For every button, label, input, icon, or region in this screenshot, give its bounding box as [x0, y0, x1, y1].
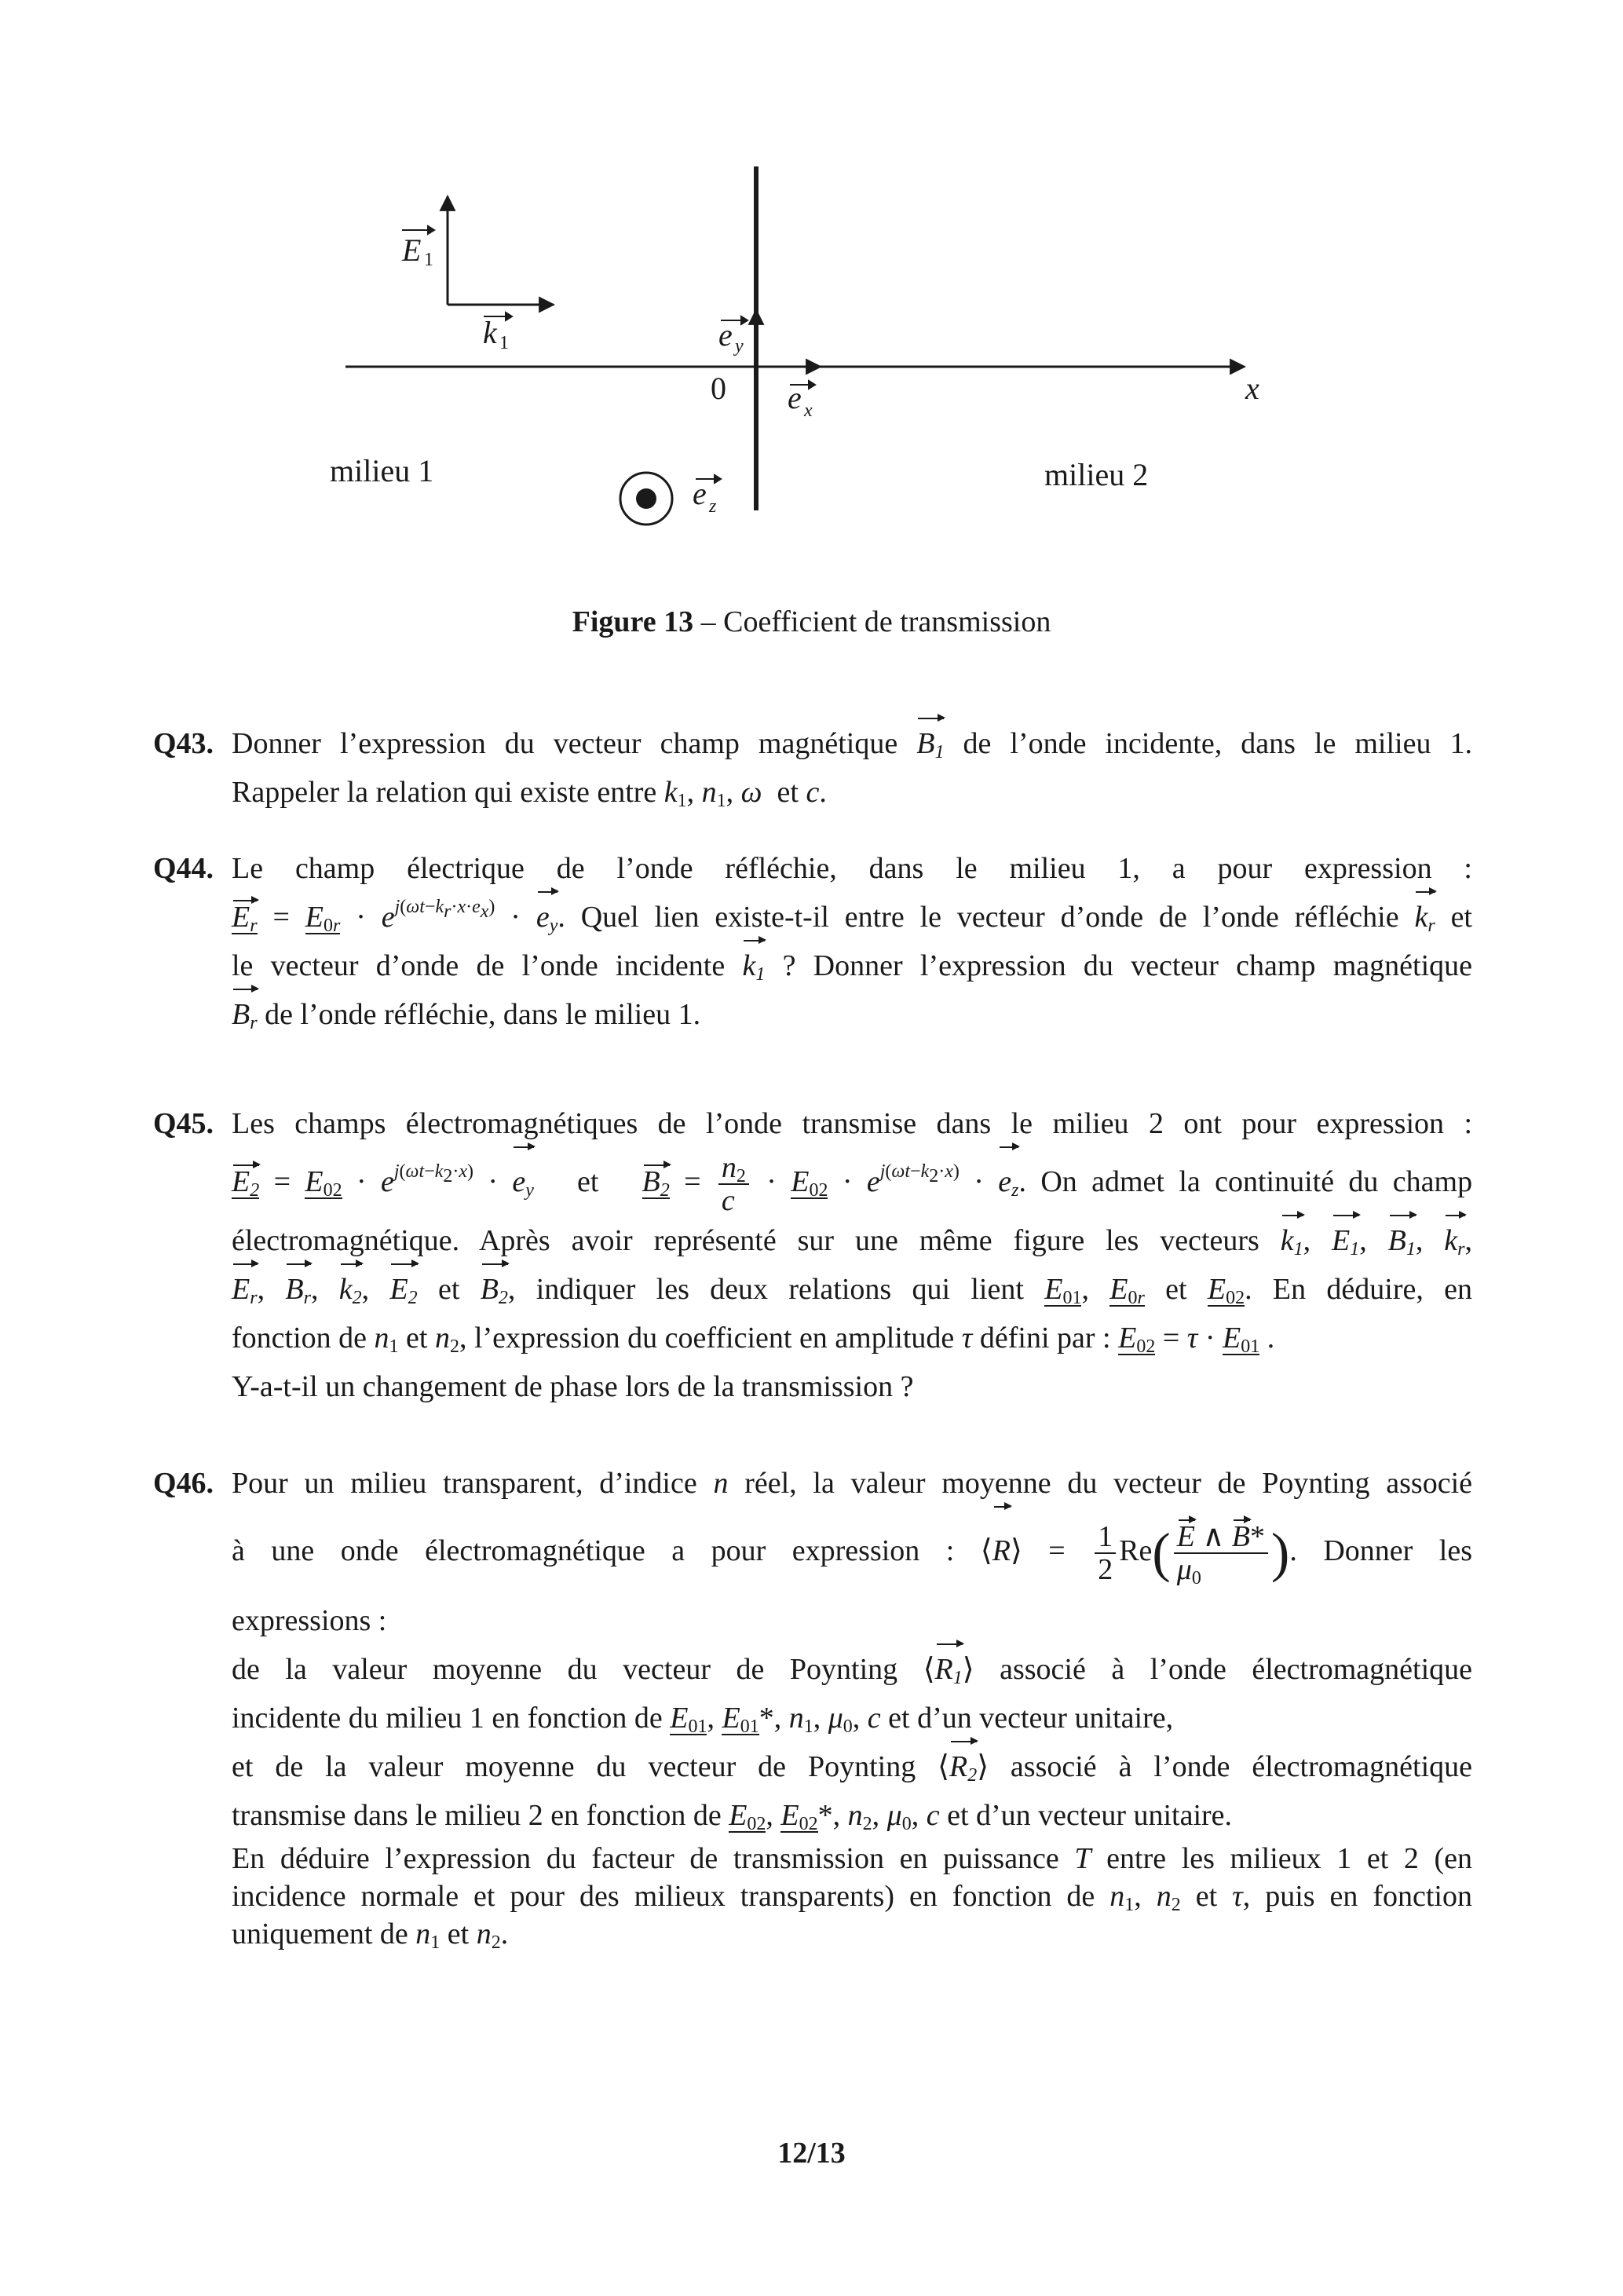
ez-label-sub: z	[709, 496, 717, 517]
q46-text-5: expressions :	[232, 1604, 387, 1638]
q45-text-8: défini par :	[972, 1322, 1119, 1355]
q45-text-2: . On admet la continuité du champ	[1018, 1165, 1473, 1198]
q43-text-1: Donner l’expression du vecteur champ magnétique	[232, 727, 917, 760]
q46-text-17: , puis en fonction	[1242, 1880, 1472, 1914]
ez-label: e	[693, 476, 707, 511]
ey-label-sub: y	[735, 336, 744, 356]
milieu-2-label: milieu 2	[1044, 457, 1149, 492]
e1-label: E	[402, 232, 422, 268]
q45-et: et	[576, 1165, 599, 1198]
figure-caption	[0, 605, 1623, 639]
page-number: 12/13	[777, 2137, 846, 2170]
q43-text-4: et	[777, 776, 806, 809]
ey-label: e	[718, 317, 733, 353]
q46-text-12: transmise dans le milieu 2 en fonction de	[232, 1799, 729, 1833]
q43-text-2: de l’onde incidente, dans le milieu 1.	[944, 727, 1472, 760]
question-q44: Q44. Le champ électrique de l’onde réfléchie, dans le milieu 1, a pour expression : $E_r = E_{0r} \cdot e^{j(\omega t-k_r\cdot x\cdot e_x)} \cdot e_y$. Quel lien existe-t-il entre le vecteur d’onde de l’onde réfléchie $k_r$ et le vecteur d’onde de l’onde incidente $k_1$ ? Donner l’expression du vecteur champ magnétique $B_r$ de l’onde réfléchie, dans le milieu 1.	[153, 844, 1472, 1039]
q46-text-13: et d’un vecteur unitaire.	[939, 1799, 1233, 1833]
k1-label: k	[483, 315, 497, 350]
q46-text-14: En déduire l’expression du facteur de transmission en puissance	[232, 1842, 1075, 1876]
e1-label-sub: 1	[424, 250, 433, 270]
q46-text-8: incidente du milieu 1 en fonction de	[232, 1702, 671, 1735]
q46-text-11: associé à l’onde électromagnétique	[989, 1750, 1473, 1784]
q46-text-18: uniquement de	[232, 1918, 416, 1951]
q46-text-10: et de la valeur moyenne du vecteur de Poynting	[232, 1750, 938, 1784]
q45-text-6: fonction de	[232, 1322, 375, 1355]
ex-label: e	[788, 380, 802, 415]
q46-number: Q46.	[153, 1467, 214, 1500]
k1-label-sub: 1	[499, 333, 509, 353]
q44-text-3: et	[1435, 901, 1472, 934]
q44-text-1: Le champ électrique de l’onde réfléchie, dans le milieu 1, a pour expression :	[232, 852, 1472, 885]
q44-text-2: . Quel lien existe-t-il entre le vecteur d’onde de l’onde réfléchie	[557, 901, 1415, 934]
q46-text-15: entre les milieux 1 et 2 (en	[1091, 1842, 1472, 1876]
question-q43: Q43. Donner l’expression du vecteur champ magnétique $B_1$ de l’onde incidente, dans le milieu 1. Rappeler la relation qui existe entre $k_1$, $n_1$, ω et c.	[153, 719, 1472, 817]
q46-text-7: associé à l’onde électromagnétique	[974, 1653, 1472, 1687]
q46-text-6: de la valeur moyenne du vecteur de Poynting	[232, 1653, 923, 1687]
q45-text-5: . En déduire, en	[1245, 1273, 1473, 1307]
q45-text-3: électromagnétique. Après avoir représenté sur une même figure les vecteurs	[232, 1224, 1281, 1258]
q43-text-3: Rappeler la relation qui existe entre	[232, 776, 664, 809]
q46-text-2: réel, la valeur moyenne du vecteur de Poynting associé	[728, 1467, 1472, 1500]
origin-label: 0	[711, 371, 726, 406]
ex-label-sub: x	[804, 400, 813, 421]
q46-text-16: incidence normale et pour des milieux transparents) en fonction de	[232, 1880, 1110, 1914]
q45-text-7: , l’expression du coefficient en amplitude	[459, 1322, 962, 1355]
q45-number: Q45.	[153, 1107, 214, 1140]
q46-text-3: à une onde électromagnétique a pour expression :	[232, 1534, 955, 1567]
q46-text-9: et d’un vecteur unitaire,	[880, 1702, 1174, 1735]
figure-caption-text: – Coefficient de transmission	[693, 605, 1051, 638]
q44-text-4: le vecteur d’onde de l’onde incidente	[232, 949, 743, 982]
ez-dot	[636, 488, 656, 509]
q44-number: Q44.	[153, 852, 214, 885]
q45-text-4: , indiquer les deux relations qui lient	[507, 1273, 1045, 1307]
q43-text-5: .	[819, 776, 827, 809]
question-q46: Q46. Pour un milieu transparent, d’indice n réel, la valeur moyenne du vecteur de Poynting associé à une onde électromagnétique a pour expression : ⟨R⟩ = $\frac{1}{2}$ Re( $\frac{E \wedge B*}{\mu_0}$ ). Donner les expressions : de la valeur moyenne du vecteur de Poynting $⟨R_1⟩$ associé à l’onde électromagnétique incidente du milieu 1 en fonction de $E_{01}$, $E_{01}*$, $n_1$, $\mu_0$, c et d’un vecteur unitaire, et de la valeur moyenne du vecteur de Poynting $⟨R_2⟩$ associé à l’onde électromagnétique transmise dans le milieu 2 en fonction de $E_{02}$, $E_{02}*$, $n_2$, $\mu_0$, c et d’un vecteur unitaire. En déduire l’expression du facteur de transmission en puissance T entre les milieux 1 et 2 (en incidence normale et pour des milieux transparents) en fonction de $n_1$, $n_2$ et τ, puis en fonction uniquement de $n_1$ et $n_2$.	[153, 1459, 1472, 1953]
figure-13-diagram	[0, 0, 1623, 565]
q46-text-4: . Donner les	[1289, 1534, 1472, 1567]
question-q45: Q45. Les champs électromagnétiques de l’onde transmise dans le milieu 2 ont pour expression : $E_2 = E_{02} \cdot e^{j(\omega t-k_2\cdot x)} \cdot e_y$ et $B_2$ = $\frac{n_2}{c}$ · $E_{02} \cdot e^{j(\omega t-k_2\cdot x)} \cdot e_z$. On admet la continuité du champ électromagnétique. Après avoir représenté sur une même figure les vecteurs $k_1$, $E_1$, $B_1$, $k_r$, $E_r$, $B_r$, $k_2$, $E_2$ et $B_2$, indiquer les deux relations qui lient $E_{01}$, $E_{0r}$ et $E_{02}$. En déduire, en fonction de $n_1$ et $n_2$, l’expression du coefficient en amplitude τ défini par : $E_{02} = \tau \cdot E_{01}$ . Y-a-t-il un changement de phase lors de la transmission ?	[153, 1099, 1472, 1411]
q44-text-5: ? Donner l’expression du vecteur champ magnétique	[765, 949, 1472, 982]
x-axis-label: x	[1245, 371, 1259, 406]
figure-caption-number: Figure 13	[572, 605, 694, 638]
milieu-1-label: milieu 1	[330, 453, 434, 488]
q45-text-9: Y-a-t-il un changement de phase lors de la transmission ?	[232, 1370, 914, 1404]
q43-number: Q43.	[153, 727, 214, 760]
q44-text-6: de l’onde réfléchie, dans le milieu 1.	[257, 998, 701, 1031]
q46-text-1: Pour un milieu transparent, d’indice	[232, 1467, 714, 1500]
q45-text-1: Les champs électromagnétiques de l’onde transmise dans le milieu 2 ont pour expression :	[232, 1107, 1472, 1140]
